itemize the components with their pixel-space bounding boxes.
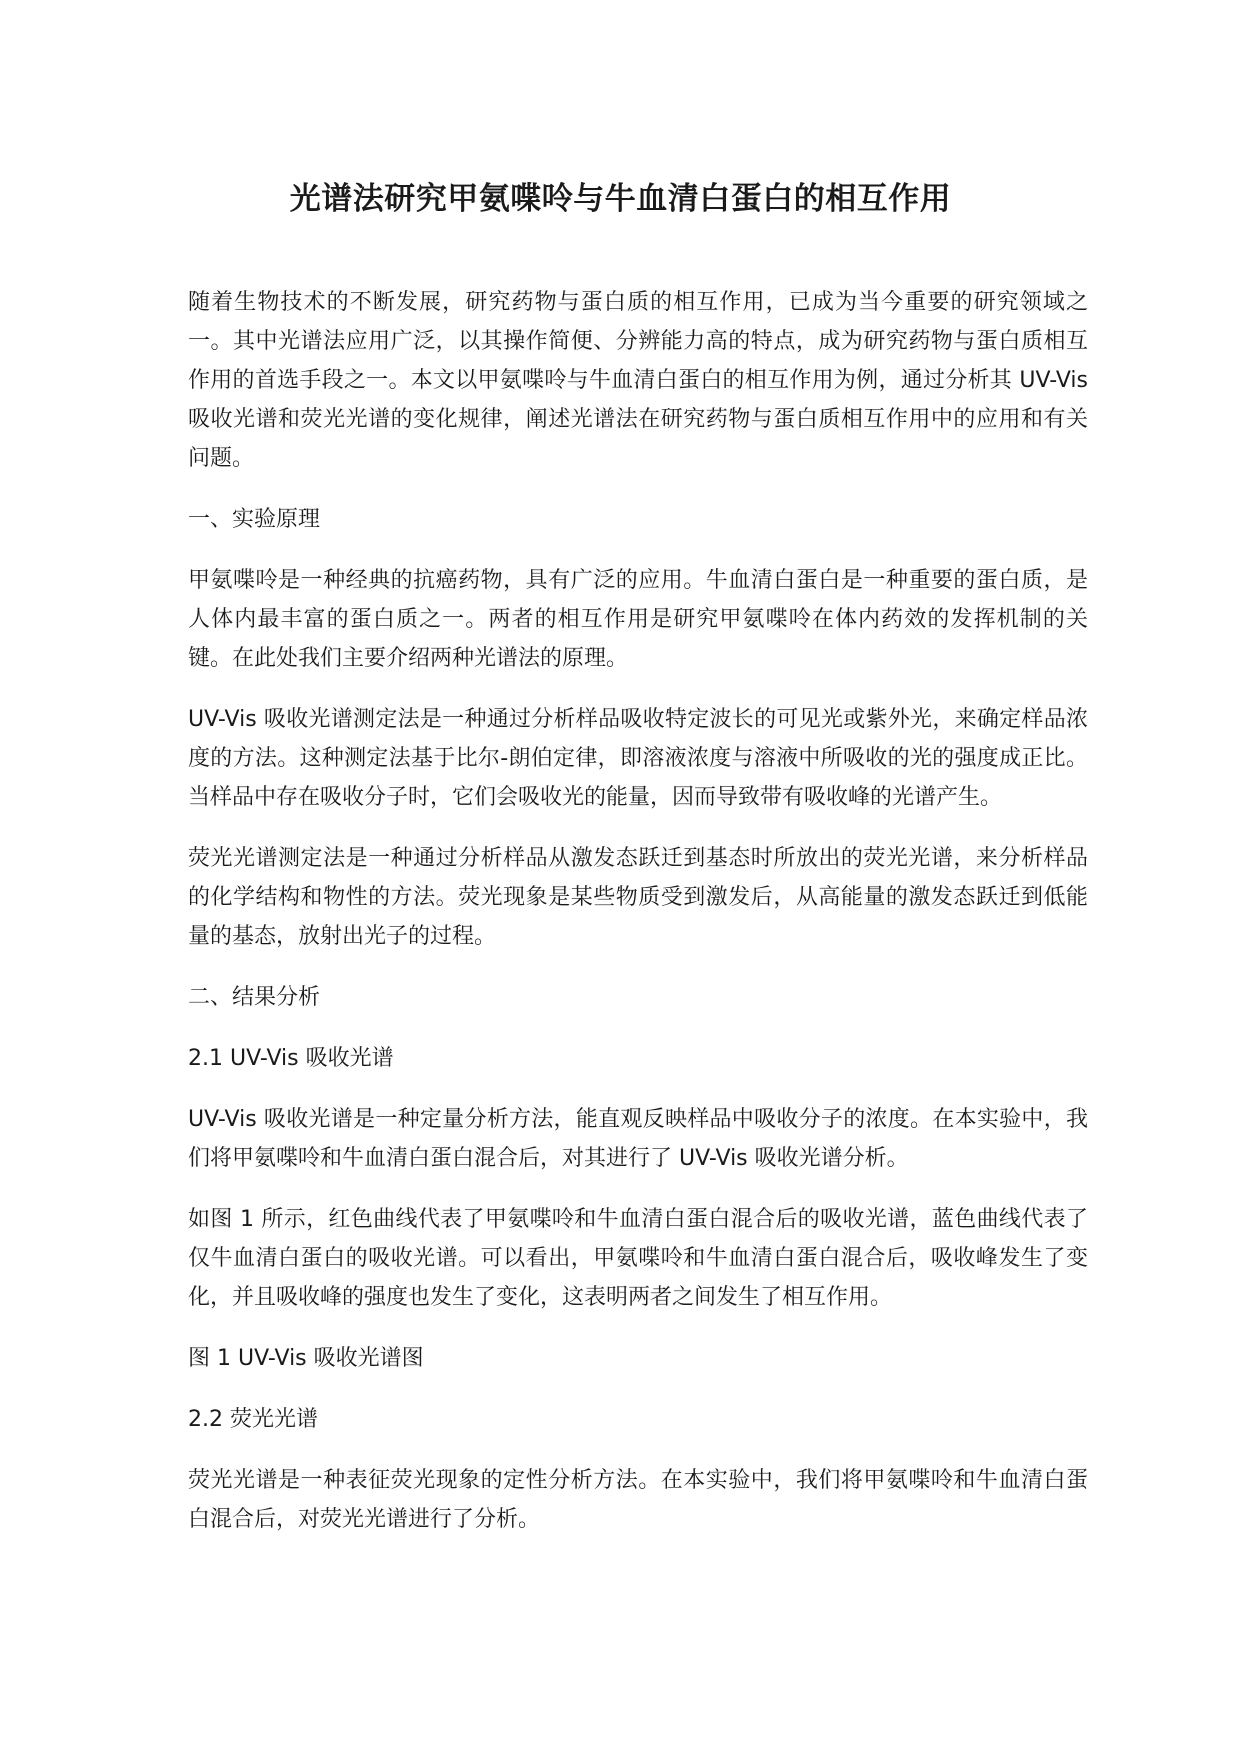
paragraph-fluorescence-method: 荧光光谱测定法是一种通过分析样品从激发态跃迁到基态时所放出的荧光光谱，来分析样品的化学结构和物性的方法。荧光现象是某些物质受到激发后，从高能量的激发态跃迁到低能量的基态，放射出光子的过程。	[188, 846, 1088, 949]
paragraph-figure-description: 如图 1 所示，红色曲线代表了甲氨喋呤和牛血清白蛋白混合后的吸收光谱，蓝色曲线代表了仅牛血清白蛋白的吸收光谱。可以看出，甲氨喋呤和牛血清白蛋白混合后，吸收峰发生了变化，并且吸收峰的强度也发生了变化，这表明两者之间发生了相互作用。	[188, 1207, 1088, 1310]
section-heading-results: 二、结果分析	[188, 985, 321, 1010]
subsection-heading-fluorescence: 2.2 荧光光谱	[188, 1407, 318, 1432]
document-title: 光谱法研究甲氨喋呤与牛血清白蛋白的相互作用	[289, 181, 952, 217]
paragraph-intro: 随着生物技术的不断发展，研究药物与蛋白质的相互作用，已成为当今重要的研究领域之一。其中光谱法应用广泛，以其操作简便、分辨能力高的特点，成为研究药物与蛋白质相互作用的首选手段之一。本文以甲氨喋呤与牛血清白蛋白的相互作用为例，通过分析其 UV-Vis 吸收光谱和荧光光谱的变化规律，阐述光谱法在研究药物与蛋白质相互作用中的应用和有关问题。	[188, 290, 1088, 471]
paragraph-uv-vis-method: UV-Vis 吸收光谱测定法是一种通过分析样品吸收特定波长的可见光或紫外光，来确定样品浓度的方法。这种测定法基于比尔-朗伯定律，即溶液浓度与溶液中所吸收的光的强度成正比。当样品中存在吸收分子时，它们会吸收光的能量，因而导致带有吸收峰的光谱产生。	[188, 707, 1088, 810]
section-heading-principle: 一、实验原理	[188, 507, 321, 532]
paragraph-fluorescence-analysis: 荧光光谱是一种表征荧光现象的定性分析方法。在本实验中，我们将甲氨喋呤和牛血清白蛋白混合后，对荧光光谱进行了分析。	[188, 1468, 1088, 1532]
subsection-heading-uv-vis: 2.1 UV-Vis 吸收光谱	[188, 1046, 394, 1071]
document-body	[188, 283, 1088, 1561]
paragraph-uv-vis-analysis: UV-Vis 吸收光谱是一种定量分析方法，能直观反映样品中吸收分子的浓度。在本实验中，我们将甲氨喋呤和牛血清白蛋白混合后，对其进行了 UV-Vis 吸收光谱分析。	[188, 1107, 1088, 1171]
paragraph-principle-overview: 甲氨喋呤是一种经典的抗癌药物，具有广泛的应用。牛血清白蛋白是一种重要的蛋白质，是人体内最丰富的蛋白质之一。两者的相互作用是研究甲氨喋呤在体内药效的发挥机制的关键。在此处我们主要介绍两种光谱法的原理。	[188, 568, 1088, 671]
figure-caption: 图 1 UV-Vis 吸收光谱图	[188, 1346, 424, 1371]
